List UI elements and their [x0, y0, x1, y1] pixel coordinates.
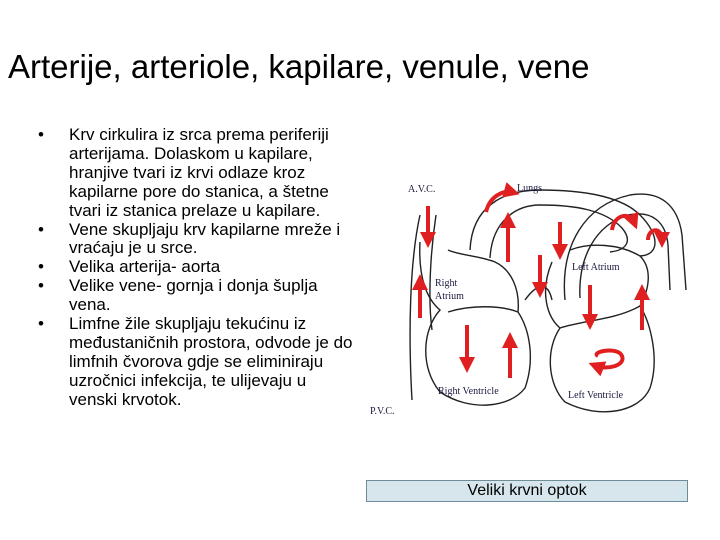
bullet-item: • Velike vene- gornja i donja šuplja vena.: [38, 277, 356, 315]
bullet-item: • Limfne žile skupljaju tekućinu iz međustaničnih prostora, odvode je do limfnih čvorova gdje se eliminiraju uzročnici infekcija, te ulijevaju u venski krvotok.: [38, 315, 356, 410]
circulation-diagram: [364, 172, 694, 438]
bullet-list: [38, 126, 356, 410]
bullet-item: • Vene skupljaju krv kapilarne mreže i vraćaju je u srce.: [38, 221, 356, 259]
ventricle-divider: [560, 306, 640, 328]
pulmonary-loop: [470, 190, 655, 256]
vena-cava-inner: [430, 215, 436, 330]
label-right-ventricle: Right Ventricle: [438, 386, 499, 397]
label-left-ventricle: Left Ventricle: [568, 390, 624, 401]
label-right-atrium: Right: [435, 278, 458, 289]
label-lungs: Lungs: [517, 183, 542, 194]
label-left-atrium: Left Atrium: [572, 262, 620, 273]
label-avc: A.V.C.: [408, 184, 436, 195]
atrium-divider: [448, 307, 518, 312]
bullet-item: • Krv cirkulira iz srca prema periferiji arterijama. Dolaskom u kapilare, hranjive tvari iz krvi odlaze kroz kapilarne pore do stanica, a štetne tvari iz stanica prelaze u kapilare.: [38, 126, 356, 221]
flow-arrow-icon: [596, 351, 623, 368]
diagram-caption: Veliki krvni optok: [366, 480, 688, 502]
aortic-inner: [580, 214, 670, 298]
label-pvc: P.V.C.: [370, 406, 395, 417]
bullet-item: • Velika arterija- aorta: [38, 258, 356, 277]
right-heart-outline: [420, 242, 531, 405]
flow-arrow-icon: [612, 216, 634, 230]
slide-title: Arterije, arteriole, kapilare, venule, vene: [8, 48, 590, 85]
label-right-atrium-2: Atrium: [435, 291, 464, 302]
